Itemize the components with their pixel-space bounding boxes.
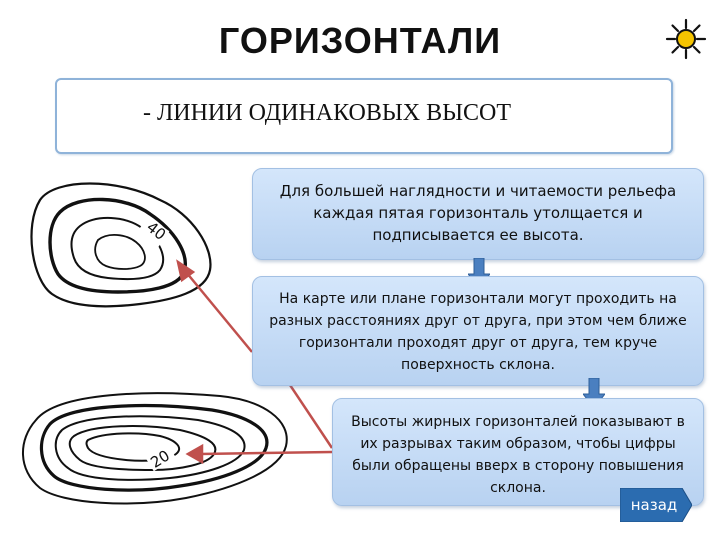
- contour-map-top: [31, 184, 210, 307]
- info-box-line: подписывается ее высота.: [372, 226, 584, 244]
- info-box-line: На карте или плане горизонтали могут проходить на: [279, 291, 677, 307]
- info-box-line: поверхность склона.: [401, 357, 555, 373]
- contour-label-top: 40: [143, 217, 170, 244]
- info-box-line: склона.: [490, 480, 546, 496]
- info-box-line: каждая пятая горизонталь утолщается и: [313, 204, 643, 222]
- contour-label-bottom: 20: [147, 446, 174, 472]
- back-button-label: назад: [630, 496, 678, 514]
- info-box-line: Высоты жирных горизонталей показывают в: [351, 414, 685, 430]
- page-title: ГОРИЗОНТАЛИ: [218, 20, 502, 61]
- info-box-spacing: [252, 276, 704, 386]
- info-box-line: Для большей наглядности и читаемости рельефа: [279, 182, 677, 200]
- info-box-line: разных расстояниях друг от друга, при этом чем ближе: [269, 313, 687, 329]
- back-button[interactable]: [620, 488, 692, 522]
- info-box-line: горизонтали проходят друг от друга, тем круче: [298, 335, 658, 351]
- info-box-line: их разрывах таким образом, чтобы цифры: [360, 436, 676, 452]
- definition-text: - ЛИНИИ ОДИНАКОВЫХ ВЫСОТ: [143, 100, 512, 126]
- contour-map-bottom: [23, 393, 287, 503]
- info-box-thick-contours: [252, 168, 704, 260]
- info-box-line: были обращены вверх в сторону повышения: [352, 458, 684, 474]
